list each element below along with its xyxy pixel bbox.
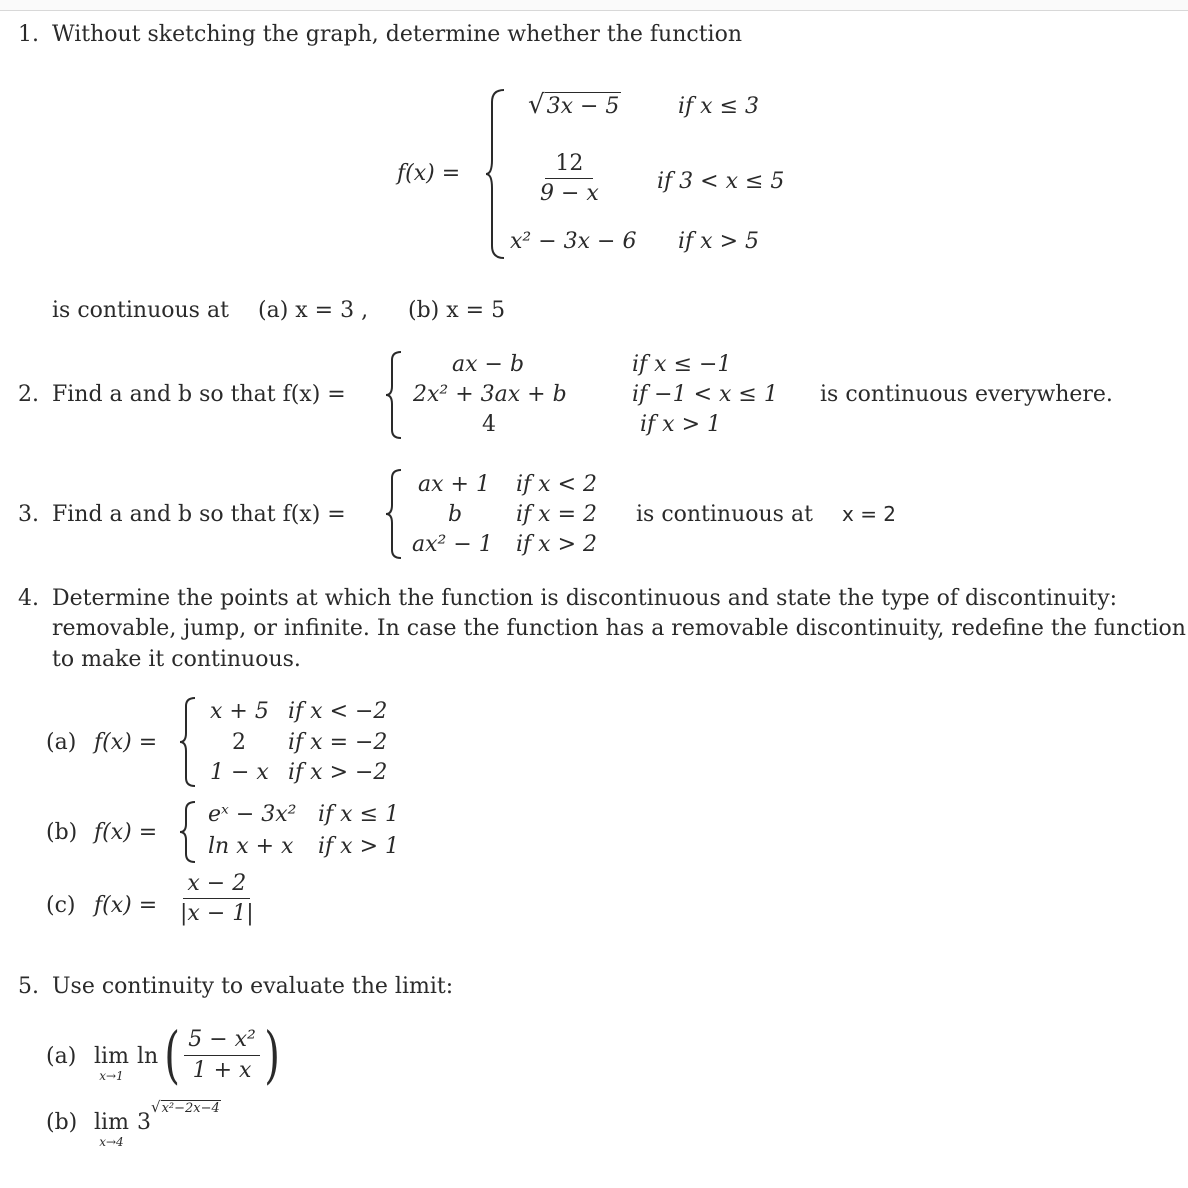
q1-case3-expr: x² − 3x − 6 (510, 229, 637, 254)
q3-suffix: is continuous at (636, 502, 813, 527)
q1-case2-expr (536, 152, 603, 205)
q1-part-b: (b) x = 5 (408, 298, 506, 323)
q2-case1-expr: ax − b (452, 352, 525, 377)
q4a-brace (178, 696, 198, 788)
q4b-case1-expr: eˣ − 3x² (208, 802, 297, 827)
q1-case1-expr: √3x − 5 (528, 90, 620, 120)
q4a-fx: f(x) = (94, 730, 158, 755)
q5a-den: 1 + x (192, 1057, 252, 1083)
q2-brace (384, 350, 404, 440)
q5b-limit (94, 1112, 129, 1148)
q5b-sub: x→4 (99, 1135, 124, 1149)
q1-case2-num: 12 (545, 152, 593, 179)
q3-point: x = 2 (842, 502, 897, 526)
q1-brace (484, 88, 508, 260)
q5b-base: 3 (137, 1110, 151, 1135)
q5a-left-paren: ( (164, 1018, 180, 1091)
q3-case3-cond: if x > 2 (516, 532, 597, 557)
q4c-den: |x − 1| (180, 901, 254, 927)
q3-case1-expr: ax + 1 (418, 472, 490, 497)
q3-case2-expr: b (448, 502, 463, 527)
q5a-limit (94, 1046, 129, 1082)
q4b-fx: f(x) = (94, 820, 158, 845)
q5a-lim: lim (94, 1044, 129, 1069)
q4b-case2-cond: if x > 1 (318, 834, 399, 859)
q1-text: Without sketching the graph, determine whether the function (52, 22, 742, 47)
q4c-label: (c) (46, 893, 76, 918)
q2-suffix: is continuous everywhere. (820, 382, 1113, 407)
q2-case1-cond: if x ≤ −1 (632, 352, 732, 377)
q5a-expr (160, 1018, 284, 1091)
q1-case3-cond: if x > 5 (678, 229, 759, 254)
q3-case2-cond: if x = 2 (516, 502, 597, 527)
q4-line-1: Determine the points at which the function is discontinuous and state the type of discontinuity: (52, 586, 1118, 611)
q4a-case2-expr: 2 (232, 730, 246, 755)
q1-case1-cond: if x ≤ 3 (678, 94, 759, 119)
q3-case3-expr: ax² − 1 (412, 532, 493, 557)
q5a-ln: ln (137, 1044, 159, 1069)
top-bar (0, 0, 1188, 11)
q5b-exponent: √x²−2x−4 (151, 1098, 220, 1116)
q4a-case3-expr: 1 − x (210, 760, 269, 785)
q4-line-2: removable, jump, or infinite. In case the function has a removable discontinuity, redefine the function (52, 616, 1186, 641)
q4a-case3-cond: if x > −2 (288, 760, 388, 785)
q2-case3-cond: if x > 1 (640, 412, 721, 437)
q1-continuous-at: is continuous at (52, 298, 229, 323)
q3-number: 3. (18, 502, 39, 527)
q4b-label: (b) (46, 820, 78, 845)
q4c-fx: f(x) = (94, 893, 158, 918)
q2-case2-cond: if −1 < x ≤ 1 (632, 382, 778, 407)
q2-number: 2. (18, 382, 39, 407)
q2-case3-expr: 4 (482, 412, 496, 437)
q4-number: 4. (18, 586, 39, 611)
q5a-sub: x→1 (99, 1069, 124, 1083)
q4a-case2-cond: if x = −2 (288, 730, 388, 755)
q5a-num: 5 − x² (184, 1028, 260, 1055)
q5-text: Use continuity to evaluate the limit: (52, 974, 454, 999)
q4a-label: (a) (46, 730, 77, 755)
q3-case1-cond: if x < 2 (516, 472, 597, 497)
q4c-num: x − 2 (183, 872, 250, 899)
q1-case2-cond: if 3 < x ≤ 5 (657, 169, 785, 194)
q2-text: Find a and b so that f(x) = (52, 382, 346, 407)
q3-brace (384, 468, 404, 560)
q1-case2-den: 9 − x (540, 181, 599, 207)
q5a-right-paren: ) (264, 1018, 280, 1091)
q1-fx: f(x) = (397, 161, 461, 186)
q1-case1-radicand: 3x − 5 (546, 94, 620, 119)
q2-case2-expr: 2x² + 3ax + b (413, 382, 567, 407)
q4-line-3: to make it continuous. (52, 647, 301, 672)
q1-part-a: (a) x = 3 , (258, 298, 369, 323)
q4a-case1-cond: if x < −2 (288, 699, 388, 724)
q5b-lim: lim (94, 1110, 129, 1135)
q4b-case2-expr: ln x + x (208, 834, 294, 859)
q5a-label: (a) (46, 1044, 77, 1069)
q5b-exponent-radicand: x²−2x−4 (161, 1101, 220, 1116)
q4a-case1-expr: x + 5 (210, 699, 269, 724)
q1-number: 1. (18, 22, 39, 47)
q4c-fraction (176, 872, 258, 925)
q4b-case1-cond: if x ≤ 1 (318, 802, 399, 827)
q5b-label: (b) (46, 1110, 78, 1135)
q3-text: Find a and b so that f(x) = (52, 502, 346, 527)
q4b-brace (178, 800, 198, 864)
q5-number: 5. (18, 974, 39, 999)
